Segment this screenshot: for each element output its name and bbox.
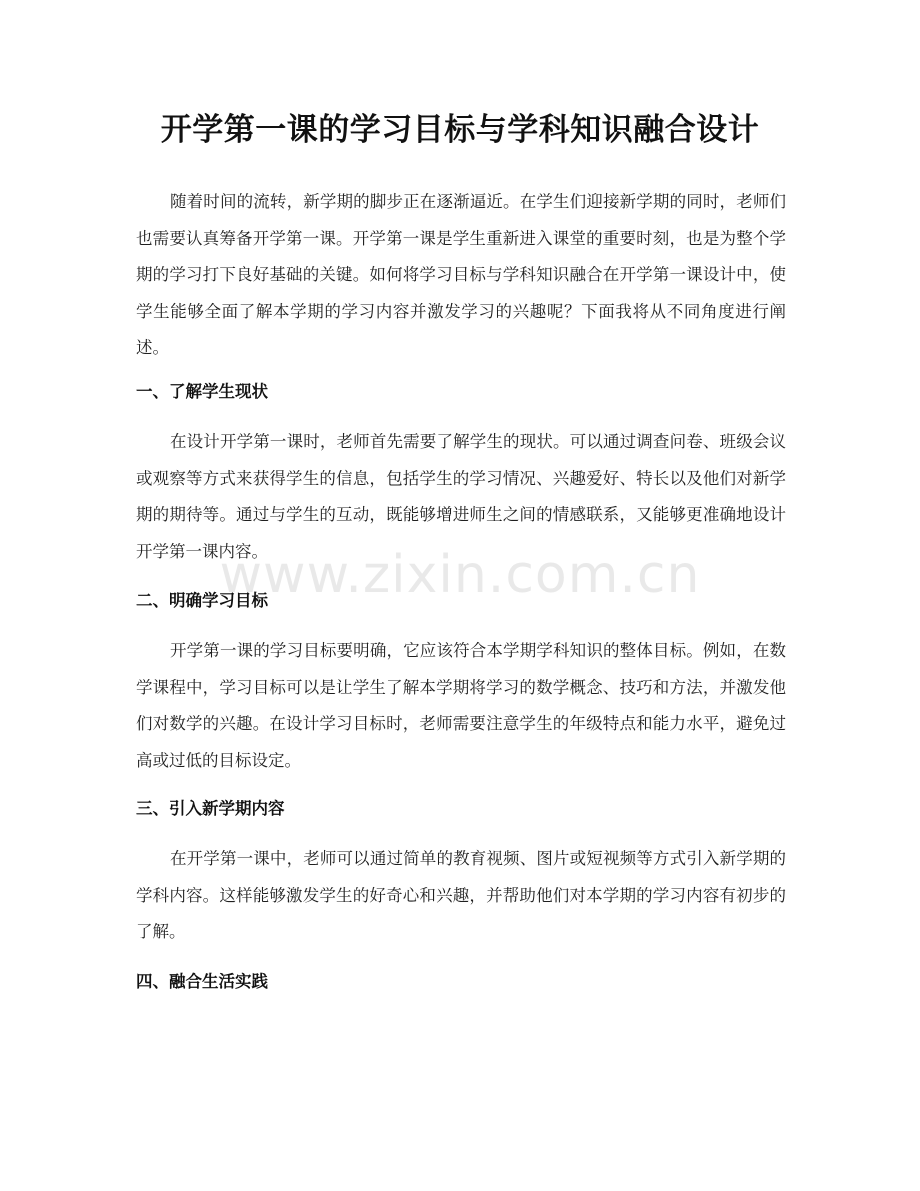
watermark: www.zixin.com.cn xyxy=(219,545,701,605)
section-heading-1: 一、了解学生现状 xyxy=(136,382,268,401)
intro-paragraph: 随着时间的流转，新学期的脚步正在逐渐逼近。在学生们迎接新学期的同时，老师们也需要认真筹备开学第一课。开学第一课是学生重新进入课堂的重要时刻，也是为整个学期的学习打下良好基础的关键。如何将学习目标与学科知识融合在开学第一课设计中，使学生能够全面了解本学期的学习内容并激发学习的兴趣呢？下面我将从不同角度进行阐述。 xyxy=(136,192,786,357)
section-body-3: 在开学第一课中，老师可以通过简单的教育视频、图片或短视频等方式引入新学期的学科内容。这样能够激发学生的好奇心和兴趣，并帮助他们对本学期的学习内容有初步的了解。 xyxy=(136,849,786,941)
section-heading-4: 四、融合生活实践 xyxy=(136,972,268,991)
section-body-1: 在设计开学第一课时，老师首先需要了解学生的现状。可以通过调查问卷、班级会议或观察等方式来获得学生的信息，包括学生的学习情况、兴趣爱好、特长以及他们对新学期的期待等。通过与学生的互动，既能够增进师生之间的情感联系，又能够更准确地设计开学第一课内容。 xyxy=(136,432,786,561)
document-title: 开学第一课的学习目标与学科知识融合设计 xyxy=(160,112,760,148)
section-heading-2: 二、明确学习目标 xyxy=(136,591,268,610)
section-body-2: 开学第一课的学习目标要明确，它应该符合本学期学科知识的整体目标。例如，在数学课程中，学习目标可以是让学生了解本学期将学习的数学概念、技巧和方法，并激发他们对数学的兴趣。在设计学习目标时，老师需要注意学生的年级特点和能力水平，避免过高或过低的目标设定。 xyxy=(136,641,786,770)
section-heading-3: 三、引入新学期内容 xyxy=(136,799,285,818)
